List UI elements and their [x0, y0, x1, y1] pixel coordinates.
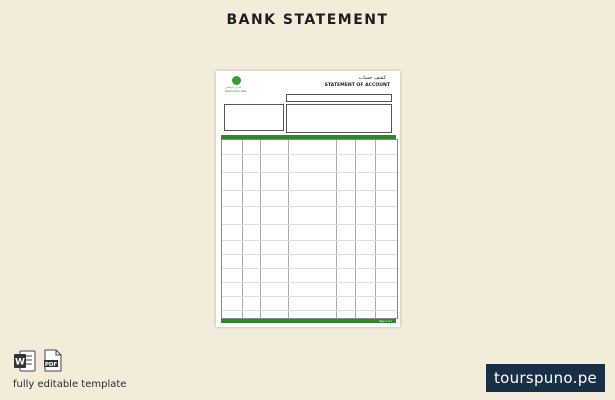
svg-text:W: W: [15, 357, 25, 368]
account-details-box: [286, 104, 392, 133]
statement-document: [216, 71, 400, 327]
page-number: Page 1 of 1: [379, 319, 392, 323]
statement-heading-arabic: كشف حساب: [358, 75, 386, 81]
page-title: BANK STATEMENT: [226, 12, 389, 28]
document-footer-bar: [221, 319, 396, 323]
pdf-icon: [44, 349, 62, 372]
logo-english-text: Dubai Islamic Bank: [225, 90, 248, 93]
brand-badge[interactable]: tourspuno.pe: [486, 364, 605, 392]
svg-text:PDF: PDF: [44, 361, 58, 368]
transactions-table: [221, 139, 398, 319]
statement-heading: STATEMENT OF ACCOUNT: [324, 83, 390, 88]
word-icon: [14, 350, 36, 372]
customer-address-box: [224, 104, 284, 131]
bank-logo-icon: [232, 76, 241, 85]
account-name-box: [286, 94, 392, 102]
logo-arabic-text: بنك دبي الإسلامي: [225, 86, 242, 89]
caption-text: fully editable template: [13, 379, 127, 390]
